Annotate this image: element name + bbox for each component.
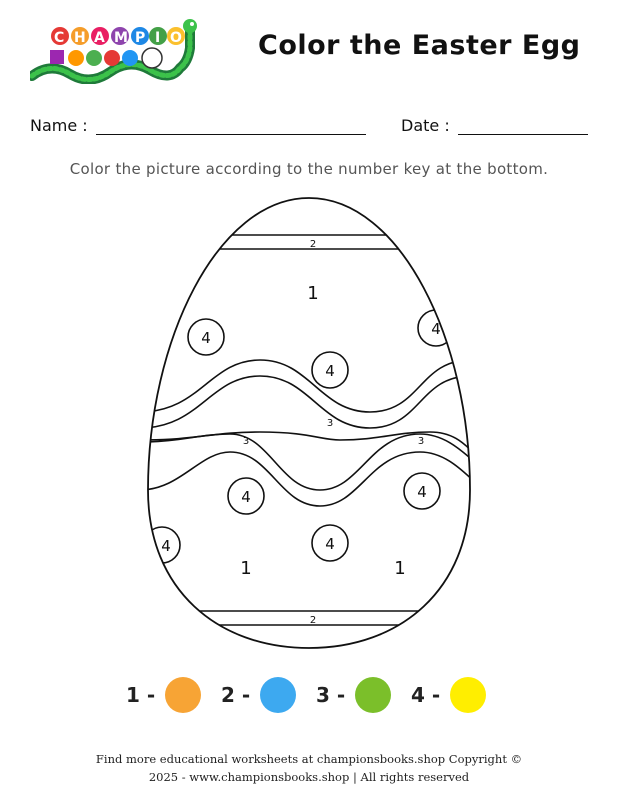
band-bottom-number: 2 [309,615,317,626]
key-label: 1 - [126,683,156,707]
circle-number: 4 [325,535,335,553]
date-field[interactable] [401,116,588,135]
name-line[interactable] [96,118,366,135]
svg-text:H: H [74,30,86,46]
name-field[interactable] [30,116,366,135]
footer-line-2: 2025 - www.championsbooks.shop | All rights reserved [148,770,470,784]
color-swatch-blue [260,677,296,713]
date-label: Date : [401,116,450,135]
circle-number: 4 [201,329,211,347]
color-swatch-orange [165,677,201,713]
region-number-top: 1 [307,283,319,304]
svg-text:M: M [114,30,128,46]
svg-text:C: C [54,30,65,46]
footer-line-1: Find more educational worksheets at championsbooks.shop Copyright © [95,752,523,766]
key-item-3 [316,677,391,713]
wave-bottom-number-right: 3 [417,436,425,447]
wave-top-inner [140,376,480,428]
circle-number: 4 [161,537,171,555]
wave-top-number: 3 [326,418,334,429]
easter-egg-picture[interactable] [0,190,618,670]
key-label: 4 - [411,683,441,707]
svg-text:O: O [170,30,182,46]
instruction-text: Color the picture according to the number key at the bottom. [69,160,549,178]
color-key [0,677,618,717]
band-top-number: 2 [309,239,317,250]
region-number-bottom-left: 1 [240,558,252,579]
svg-text:P: P [135,30,146,46]
key-item-2 [221,677,296,713]
wave-top-outer [140,360,480,412]
svg-text:I: I [155,30,161,46]
wave-bottom-upper [140,434,480,490]
wave-bottom-lower [140,452,480,506]
region-number-bottom-right: 1 [394,558,406,579]
circle-number: 4 [417,483,427,501]
page-title: Color the Easter Egg [258,30,581,61]
footer [0,750,618,786]
color-swatch-yellow [450,677,486,713]
key-item-1 [126,677,201,713]
key-item-4 [411,677,486,713]
name-label: Name : [30,116,88,135]
circle-number: 4 [325,362,335,380]
circle-number: 4 [431,320,441,338]
egg-outline [148,198,470,648]
key-label: 2 - [221,683,251,707]
date-line[interactable] [458,118,588,135]
key-label: 3 - [316,683,346,707]
wave-bottom-number-left: 3 [242,436,250,447]
champion-books-logo [30,18,200,84]
circle-number: 4 [241,488,251,506]
wave-bottom-outer [140,432,480,458]
svg-text:A: A [94,30,105,46]
color-swatch-green [355,677,391,713]
